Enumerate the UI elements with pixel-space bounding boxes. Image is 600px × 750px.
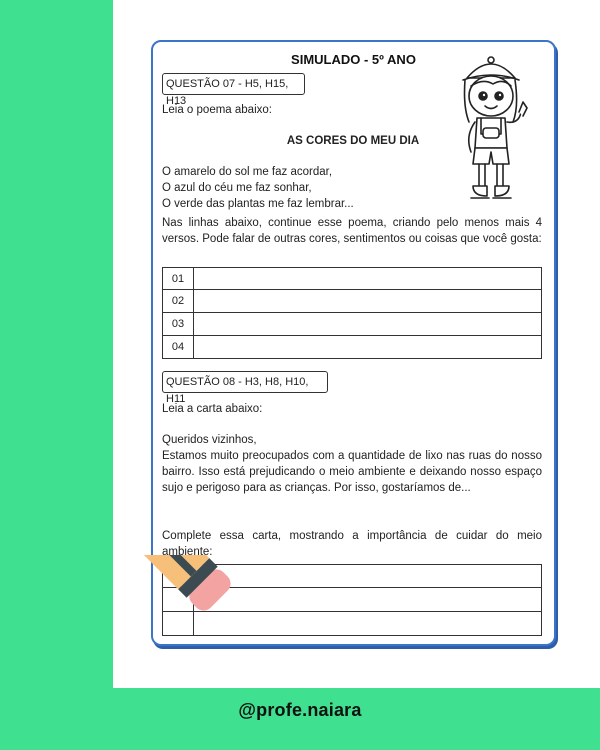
line-number: 03 bbox=[163, 313, 194, 335]
question-07-intro: Leia o poema abaixo: bbox=[162, 104, 272, 116]
answer-line[interactable] bbox=[162, 267, 542, 290]
poem-title: AS CORES DO MEU DIA bbox=[286, 135, 420, 147]
question-08-instruction: Complete essa carta, mostrando a importância de cuidar do meio ambiente: bbox=[162, 530, 542, 558]
pencil-illustration bbox=[55, 555, 235, 735]
question-08-intro: Leia a carta abaixo: bbox=[162, 403, 263, 415]
answer-line[interactable] bbox=[162, 336, 542, 359]
poem-line-3: O verde das plantas me faz lembrar... bbox=[162, 198, 354, 210]
line-number: 04 bbox=[163, 336, 194, 358]
answer-line[interactable] bbox=[162, 290, 542, 313]
question-07-label: QUESTÃO 07 - H5, H15, H13 bbox=[162, 73, 305, 95]
answer-line[interactable] bbox=[162, 313, 542, 336]
worksheet-title: SIMULADO - 5º ANO bbox=[291, 52, 416, 67]
question-07-instruction: Nas linhas abaixo, continue esse poema, criando pelo menos mais 4 versos. Pode falar de outras cores, sentimentos ou coisas que você gosta: bbox=[162, 217, 542, 245]
author-handle: @profe.naiara bbox=[238, 700, 362, 720]
line-number: 02 bbox=[163, 290, 194, 312]
line-number: 01 bbox=[163, 268, 194, 289]
question-08-label: QUESTÃO 08 - H3, H8, H10, H11 bbox=[162, 371, 328, 393]
answer-lines-07 bbox=[162, 267, 542, 359]
poem-line-1: O amarelo do sol me faz acordar, bbox=[162, 166, 333, 178]
girl-illustration bbox=[453, 52, 533, 207]
poem-line-2: O azul do céu me faz sonhar, bbox=[162, 182, 312, 194]
letter-body: Estamos muito preocupados com a quantidade de lixo nas ruas do nosso bairro. Isso está prejudicando o meio ambiente e deixando nosso espaço sujo e perigoso para as crianças. Por isso, gostaríamos de... bbox=[162, 450, 542, 494]
letter-greeting: Queridos vizinhos, bbox=[162, 434, 257, 446]
